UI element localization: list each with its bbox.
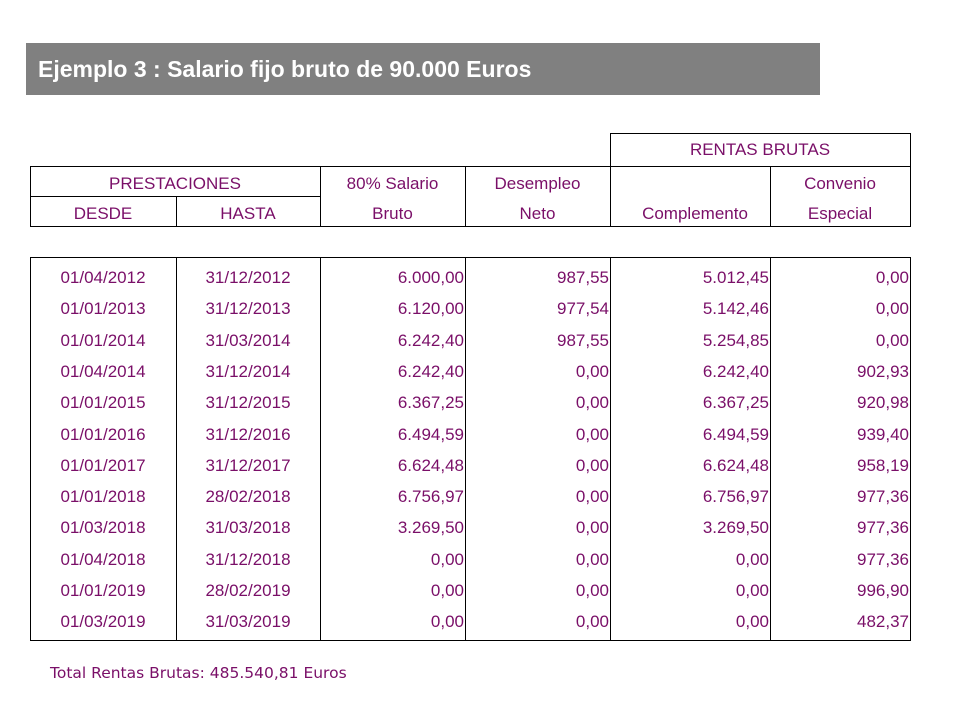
cell-convenio: 977,36 bbox=[857, 487, 909, 507]
cell-convenio: 977,36 bbox=[857, 518, 909, 538]
cell-hasta: 31/12/2014 bbox=[205, 361, 291, 381]
total-rentas-brutas: Total Rentas Brutas: 485.540,81 Euros bbox=[50, 664, 347, 682]
cell-complemento: 6.494,59 bbox=[702, 424, 769, 444]
cell-desde: 01/01/2018 bbox=[60, 487, 146, 507]
cell-hasta: 31/12/2017 bbox=[205, 455, 291, 475]
cell-complemento: 6.242,40 bbox=[702, 361, 769, 381]
grid-line bbox=[610, 133, 611, 167]
cell-hasta: 31/12/2015 bbox=[205, 393, 291, 413]
cell-desde: 01/01/2015 bbox=[60, 393, 146, 413]
cell-convenio: 920,98 bbox=[857, 393, 909, 413]
cell-complemento: 5.012,45 bbox=[702, 268, 769, 287]
cell-hasta: 31/03/2014 bbox=[205, 330, 291, 350]
cell-hasta: 31/12/2013 bbox=[205, 299, 291, 319]
grid-line bbox=[30, 196, 320, 197]
cell-salario: 6.242,40 bbox=[397, 330, 464, 350]
cell-complemento: 0,00 bbox=[735, 612, 769, 632]
header-complemento: Complemento bbox=[642, 204, 748, 223]
cell-desde: 01/01/2014 bbox=[60, 330, 146, 350]
cell-desde: 01/04/2018 bbox=[60, 549, 146, 569]
cell-desde: 01/03/2018 bbox=[60, 518, 146, 538]
cell-desde: 01/01/2016 bbox=[60, 424, 146, 444]
cell-salario: 6.367,25 bbox=[397, 393, 464, 413]
cell-hasta: 31/12/2016 bbox=[205, 424, 291, 444]
cell-desempleo: 977,54 bbox=[557, 299, 609, 319]
grid-line bbox=[176, 196, 177, 227]
grid-line bbox=[30, 166, 911, 167]
cell-hasta: 28/02/2019 bbox=[205, 581, 291, 600]
cell-desempleo: 987,55 bbox=[557, 268, 609, 287]
cell-salario: 6.624,48 bbox=[397, 455, 464, 475]
grid-line bbox=[320, 166, 321, 227]
cell-desde: 01/03/2019 bbox=[60, 612, 146, 632]
header-convenio-line1: Convenio bbox=[804, 174, 876, 193]
cell-desde: 01/01/2013 bbox=[60, 299, 146, 319]
cell-complemento: 5.142,46 bbox=[702, 299, 769, 319]
cell-desempleo: 0,00 bbox=[575, 581, 609, 600]
cell-desempleo: 0,00 bbox=[575, 393, 609, 413]
header-rentas-brutas: RENTAS BRUTAS bbox=[689, 140, 831, 159]
cell-convenio: 482,37 bbox=[857, 612, 909, 632]
header-hasta: HASTA bbox=[220, 204, 276, 223]
cell-complemento: 3.269,50 bbox=[702, 518, 769, 538]
cell-desde: 01/01/2019 bbox=[60, 581, 146, 600]
cell-desde: 01/04/2014 bbox=[60, 361, 146, 381]
cell-salario: 6.120,00 bbox=[397, 299, 464, 319]
grid-line bbox=[30, 257, 911, 258]
cell-complemento: 0,00 bbox=[735, 549, 769, 569]
cell-desempleo: 0,00 bbox=[575, 518, 609, 538]
cell-convenio: 0,00 bbox=[875, 299, 909, 319]
cell-hasta: 31/12/2012 bbox=[205, 268, 291, 287]
cell-hasta: 31/03/2019 bbox=[205, 612, 291, 632]
cell-desempleo: 987,55 bbox=[557, 330, 609, 350]
cell-hasta: 31/12/2018 bbox=[205, 549, 291, 569]
cell-salario: 0,00 bbox=[430, 581, 464, 600]
grid-line bbox=[910, 133, 911, 227]
cell-salario: 6.000,00 bbox=[397, 268, 464, 287]
cell-desempleo: 0,00 bbox=[575, 455, 609, 475]
cell-desempleo: 0,00 bbox=[575, 424, 609, 444]
cell-convenio: 939,40 bbox=[857, 424, 909, 444]
header-desempleo-line2: Neto bbox=[519, 204, 556, 223]
cell-convenio: 996,90 bbox=[857, 581, 909, 600]
header-salario-line2: Bruto bbox=[372, 204, 413, 223]
cell-hasta: 28/02/2018 bbox=[205, 487, 291, 507]
header-convenio-line2: Especial bbox=[807, 204, 873, 223]
header-salario-line1: 80% Salario bbox=[346, 174, 439, 193]
grid-line bbox=[610, 133, 911, 134]
cell-convenio: 958,19 bbox=[857, 455, 909, 475]
cell-hasta: 31/03/2018 bbox=[205, 518, 291, 538]
grid-line bbox=[30, 640, 911, 641]
cell-desempleo: 0,00 bbox=[575, 549, 609, 569]
cell-desde: 01/01/2017 bbox=[60, 455, 146, 475]
cell-complemento: 0,00 bbox=[735, 581, 769, 600]
cell-salario: 6.756,97 bbox=[397, 487, 464, 507]
cell-complemento: 5.254,85 bbox=[702, 330, 769, 350]
grid-line bbox=[30, 166, 31, 227]
grid-line bbox=[910, 257, 911, 641]
cell-salario: 3.269,50 bbox=[397, 518, 464, 538]
cell-convenio: 0,00 bbox=[875, 268, 909, 287]
cell-convenio: 977,36 bbox=[857, 549, 909, 569]
cell-salario: 6.242,40 bbox=[397, 361, 464, 381]
cell-salario: 6.494,59 bbox=[397, 424, 464, 444]
cell-salario: 0,00 bbox=[430, 612, 464, 632]
grid-line bbox=[465, 166, 466, 227]
cell-desempleo: 0,00 bbox=[575, 612, 609, 632]
header-desempleo-line1: Desempleo bbox=[494, 174, 581, 193]
grid-line bbox=[770, 166, 771, 227]
cell-desde: 01/04/2012 bbox=[60, 268, 146, 287]
grid-line bbox=[30, 226, 911, 227]
header-prestaciones: PRESTACIONES bbox=[109, 174, 241, 193]
cell-desempleo: 0,00 bbox=[575, 361, 609, 381]
header-desde: DESDE bbox=[73, 204, 133, 223]
cell-complemento: 6.624,48 bbox=[702, 455, 769, 475]
cell-salario: 0,00 bbox=[430, 549, 464, 569]
page-title: Ejemplo 3 : Salario fijo bruto de 90.000 Euros bbox=[26, 43, 820, 95]
cell-convenio: 902,93 bbox=[857, 361, 909, 381]
grid-line bbox=[610, 166, 611, 227]
cell-complemento: 6.367,25 bbox=[702, 393, 769, 413]
cell-complemento: 6.756,97 bbox=[702, 487, 769, 507]
cell-convenio: 0,00 bbox=[875, 330, 909, 350]
cell-desempleo: 0,00 bbox=[575, 487, 609, 507]
